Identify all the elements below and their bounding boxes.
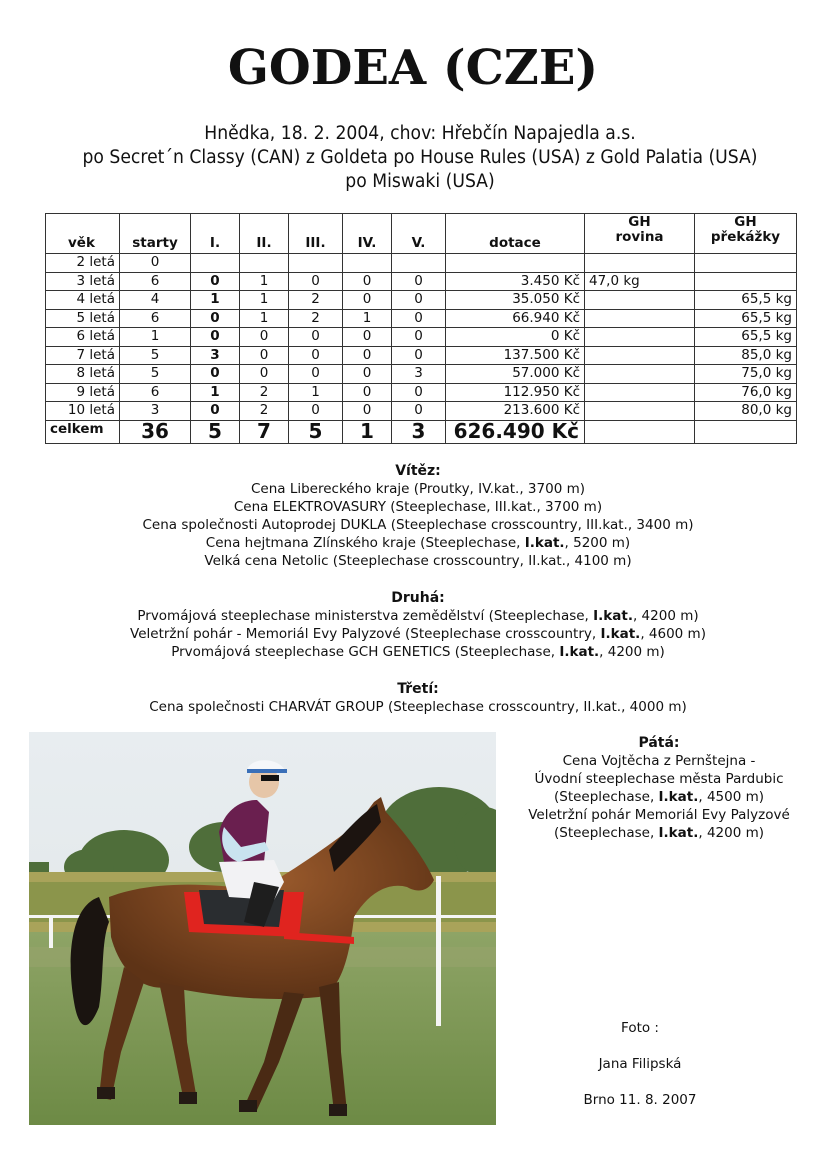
row-place-4: 0 xyxy=(343,383,392,402)
row-prize: 35.050 Kč xyxy=(446,291,585,310)
header-starts: starty xyxy=(120,214,191,254)
row-age: 8 letá xyxy=(46,365,120,384)
row-place-2: 0 xyxy=(240,365,289,384)
header-place-3: III. xyxy=(289,214,343,254)
row-gh-flat xyxy=(585,346,695,365)
race-category-bold: I.kat. xyxy=(593,608,633,624)
row-gh-jump xyxy=(695,272,797,291)
row-starts: 6 xyxy=(120,309,191,328)
row-place-2: 1 xyxy=(240,309,289,328)
row-prize: 66.940 Kč xyxy=(446,309,585,328)
row-place-3: 2 xyxy=(289,291,343,310)
row-gh-jump: 76,0 kg xyxy=(695,383,797,402)
race-text-suffix: , 4500 m) xyxy=(698,789,765,805)
row-place-4: 0 xyxy=(343,328,392,347)
header-prize: dotace xyxy=(446,214,585,254)
row-starts: 6 xyxy=(120,383,191,402)
row-place-2: 2 xyxy=(240,383,289,402)
total-place-3: 5 xyxy=(289,420,343,443)
race-text: Cena společnosti CHARVÁT GROUP (Steeplechase crosscountry, II.kat., 4000 m) xyxy=(149,699,687,715)
header-gh-jump-line1: GH xyxy=(734,214,757,230)
row-gh-flat xyxy=(585,383,695,402)
row-place-4 xyxy=(343,254,392,273)
total-gh-flat xyxy=(585,420,695,443)
photo-credit-label: Foto : xyxy=(621,1020,659,1036)
row-place-3 xyxy=(289,254,343,273)
header-place-4: IV. xyxy=(343,214,392,254)
table-header-row xyxy=(46,214,797,254)
total-place-2: 7 xyxy=(240,420,289,443)
header-place-1: I. xyxy=(191,214,240,254)
row-age: 9 letá xyxy=(46,383,120,402)
row-place-4: 0 xyxy=(343,346,392,365)
race-result-line xyxy=(0,480,826,498)
total-place-5: 3 xyxy=(392,420,446,443)
second-list xyxy=(0,607,826,661)
header-place-2: II. xyxy=(240,214,289,254)
pedigree-line: po Miswaki (USA) xyxy=(345,171,495,192)
row-gh-jump xyxy=(695,254,797,273)
race-category-bold: I.kat. xyxy=(658,825,699,841)
row-place-2: 0 xyxy=(240,346,289,365)
row-prize: 137.500 Kč xyxy=(446,346,585,365)
row-place-4: 0 xyxy=(343,365,392,384)
row-place-5: 0 xyxy=(392,383,446,402)
race-text: Cena ELEKTROVASURY (Steeplechase, III.kat., 3700 m) xyxy=(233,499,603,515)
header-gh-flat-line1: GH xyxy=(628,214,651,230)
row-place-4: 0 xyxy=(343,291,392,310)
row-age: 3 letá xyxy=(46,272,120,291)
row-place-1: 0 xyxy=(191,402,240,421)
header-gh-flat xyxy=(585,214,695,254)
second-place-section xyxy=(0,589,826,661)
row-age: 2 letá xyxy=(46,254,120,273)
row-starts: 5 xyxy=(120,346,191,365)
row-prize: 57.000 Kč xyxy=(446,365,585,384)
total-place-1: 5 xyxy=(191,420,240,443)
row-gh-flat xyxy=(585,328,695,347)
row-place-2 xyxy=(240,254,289,273)
header-age: věk xyxy=(46,214,120,254)
horse-jockey-image xyxy=(29,732,496,1125)
row-place-1: 3 xyxy=(191,346,240,365)
fifth-list xyxy=(498,752,820,842)
row-age: 6 letá xyxy=(46,328,120,347)
header-gh-flat-line2: rovina xyxy=(615,229,664,245)
row-gh-jump: 85,0 kg xyxy=(695,346,797,365)
row-gh-jump: 75,0 kg xyxy=(695,365,797,384)
table-row xyxy=(46,291,797,310)
race-result-line xyxy=(498,824,820,842)
row-age: 10 letá xyxy=(46,402,120,421)
race-result-line xyxy=(0,552,826,570)
winner-section xyxy=(0,462,826,570)
row-place-5: 0 xyxy=(392,402,446,421)
second-heading: Druhá: xyxy=(391,590,445,606)
winner-list xyxy=(0,480,826,570)
race-text: Cena společnosti Autoprodej DUKLA (Steeplechase crosscountry, III.kat., 3400 m) xyxy=(142,517,694,533)
row-gh-jump: 65,5 kg xyxy=(695,328,797,347)
row-place-2: 1 xyxy=(240,272,289,291)
race-result-line xyxy=(0,643,826,661)
race-result-line xyxy=(498,788,820,806)
row-gh-jump: 80,0 kg xyxy=(695,402,797,421)
table-row xyxy=(46,365,797,384)
row-place-5: 0 xyxy=(392,309,446,328)
row-place-5: 3 xyxy=(392,365,446,384)
table-row xyxy=(46,254,797,273)
race-text: Cena Vojtěcha z Pernštejna - xyxy=(562,753,756,769)
row-place-4: 1 xyxy=(343,309,392,328)
row-age: 5 letá xyxy=(46,309,120,328)
total-gh-jump xyxy=(695,420,797,443)
row-place-5: 0 xyxy=(392,328,446,347)
race-text: Prvomájová steeplechase GCH GENETICS (Steeplechase, xyxy=(171,644,560,660)
race-result-line xyxy=(0,698,826,716)
row-gh-flat xyxy=(585,309,695,328)
row-prize: 3.450 Kč xyxy=(446,272,585,291)
race-result-line xyxy=(498,806,820,824)
row-place-2: 2 xyxy=(240,402,289,421)
third-list xyxy=(0,698,826,716)
race-text: Cena hejtmana Zlínského kraje (Steeplechase, xyxy=(205,535,525,551)
fifth-heading: Pátá: xyxy=(638,735,680,751)
total-starts: 36 xyxy=(120,420,191,443)
race-category-bold: I.kat. xyxy=(658,789,699,805)
header-place-5: V. xyxy=(392,214,446,254)
race-category-bold: I.kat. xyxy=(559,644,600,660)
race-result-line xyxy=(498,752,820,770)
row-age: 7 letá xyxy=(46,346,120,365)
pedigree-info xyxy=(29,122,810,194)
row-place-5: 0 xyxy=(392,346,446,365)
race-category-bold: I.kat. xyxy=(600,626,641,642)
total-label: celkem xyxy=(46,420,120,443)
third-place-section xyxy=(0,680,826,716)
row-prize xyxy=(446,254,585,273)
photo-place-date: Brno 11. 8. 2007 xyxy=(583,1092,697,1108)
header-gh-jump xyxy=(695,214,797,254)
row-starts: 0 xyxy=(120,254,191,273)
race-category-bold: I.kat. xyxy=(524,535,565,551)
row-place-1: 0 xyxy=(191,328,240,347)
row-place-3: 0 xyxy=(289,402,343,421)
row-starts: 3 xyxy=(120,402,191,421)
race-text: Veletržní pohár - Memoriál Evy Palyzové (Steeplechase crosscountry, xyxy=(130,626,601,642)
race-text: (Steeplechase, xyxy=(553,825,659,841)
race-text: (Steeplechase, xyxy=(553,789,659,805)
race-text-suffix: , 4200 m) xyxy=(698,825,765,841)
total-prize: 626.490 Kč xyxy=(446,420,585,443)
table-row xyxy=(46,309,797,328)
race-statistics-table xyxy=(45,213,797,444)
row-place-5: 0 xyxy=(392,272,446,291)
row-gh-jump: 65,5 kg xyxy=(695,291,797,310)
row-place-1 xyxy=(191,254,240,273)
row-place-3: 0 xyxy=(289,346,343,365)
table-total-row xyxy=(46,420,797,443)
row-starts: 4 xyxy=(120,291,191,310)
row-place-1: 0 xyxy=(191,365,240,384)
race-result-line xyxy=(0,607,826,625)
row-gh-jump: 65,5 kg xyxy=(695,309,797,328)
row-starts: 1 xyxy=(120,328,191,347)
race-result-line xyxy=(0,516,826,534)
race-result-line xyxy=(0,498,826,516)
pedigree-line: Hnědka, 18. 2. 2004, chov: Hřebčín Napajedla a.s. xyxy=(204,123,636,144)
race-text: Cena Libereckého kraje (Proutky, IV.kat., 3700 m) xyxy=(250,481,585,497)
race-text: Prvomájová steeplechase ministerstva zemědělství (Steeplechase, xyxy=(137,608,594,624)
row-place-3: 0 xyxy=(289,365,343,384)
row-place-3: 0 xyxy=(289,328,343,347)
row-prize: 0 Kč xyxy=(446,328,585,347)
row-place-2: 1 xyxy=(240,291,289,310)
horse-photo xyxy=(29,732,496,1125)
table-row xyxy=(46,272,797,291)
table-row xyxy=(46,383,797,402)
row-gh-flat xyxy=(585,291,695,310)
row-place-4: 0 xyxy=(343,272,392,291)
row-prize: 213.600 Kč xyxy=(446,402,585,421)
race-text-suffix: , 4200 m) xyxy=(599,644,665,660)
row-place-1: 0 xyxy=(191,309,240,328)
row-age: 4 letá xyxy=(46,291,120,310)
row-starts: 5 xyxy=(120,365,191,384)
race-text-suffix: , 4600 m) xyxy=(640,626,706,642)
race-result-line xyxy=(498,770,820,788)
row-place-1: 0 xyxy=(191,272,240,291)
row-place-3: 0 xyxy=(289,272,343,291)
winner-heading: Vítěz: xyxy=(395,463,441,479)
row-place-4: 0 xyxy=(343,402,392,421)
row-prize: 112.950 Kč xyxy=(446,383,585,402)
fifth-place-section xyxy=(498,734,820,842)
row-gh-flat xyxy=(585,365,695,384)
race-result-line xyxy=(0,534,826,552)
table-row xyxy=(46,346,797,365)
race-result-line xyxy=(0,625,826,643)
total-place-4: 1 xyxy=(343,420,392,443)
horse-name-title: GODEA (CZE) xyxy=(227,40,599,96)
row-place-5 xyxy=(392,254,446,273)
row-place-2: 0 xyxy=(240,328,289,347)
header-gh-jump-line2: překážky xyxy=(710,229,781,245)
row-gh-flat: 47,0 kg xyxy=(585,272,695,291)
race-text: Úvodní steeplechase města Pardubic xyxy=(534,771,784,787)
race-text-suffix: , 4200 m) xyxy=(632,608,699,624)
race-text-suffix: , 5200 m) xyxy=(564,535,631,551)
race-text: Veletržní pohár Memoriál Evy Palyzové xyxy=(528,807,790,823)
row-starts: 6 xyxy=(120,272,191,291)
row-place-3: 2 xyxy=(289,309,343,328)
row-place-5: 0 xyxy=(392,291,446,310)
row-place-1: 1 xyxy=(191,383,240,402)
table-row xyxy=(46,402,797,421)
row-gh-flat xyxy=(585,402,695,421)
race-text: Velká cena Netolic (Steeplechase crosscountry, II.kat., 4100 m) xyxy=(204,553,632,569)
table-row xyxy=(46,328,797,347)
photographer-name: Jana Filipská xyxy=(598,1056,682,1072)
third-heading: Třetí: xyxy=(397,681,439,697)
row-gh-flat xyxy=(585,254,695,273)
row-place-3: 1 xyxy=(289,383,343,402)
pedigree-line: po Secret´n Classy (CAN) z Goldeta po House Rules (USA) z Gold Palatia (USA) xyxy=(82,147,758,168)
row-place-1: 1 xyxy=(191,291,240,310)
